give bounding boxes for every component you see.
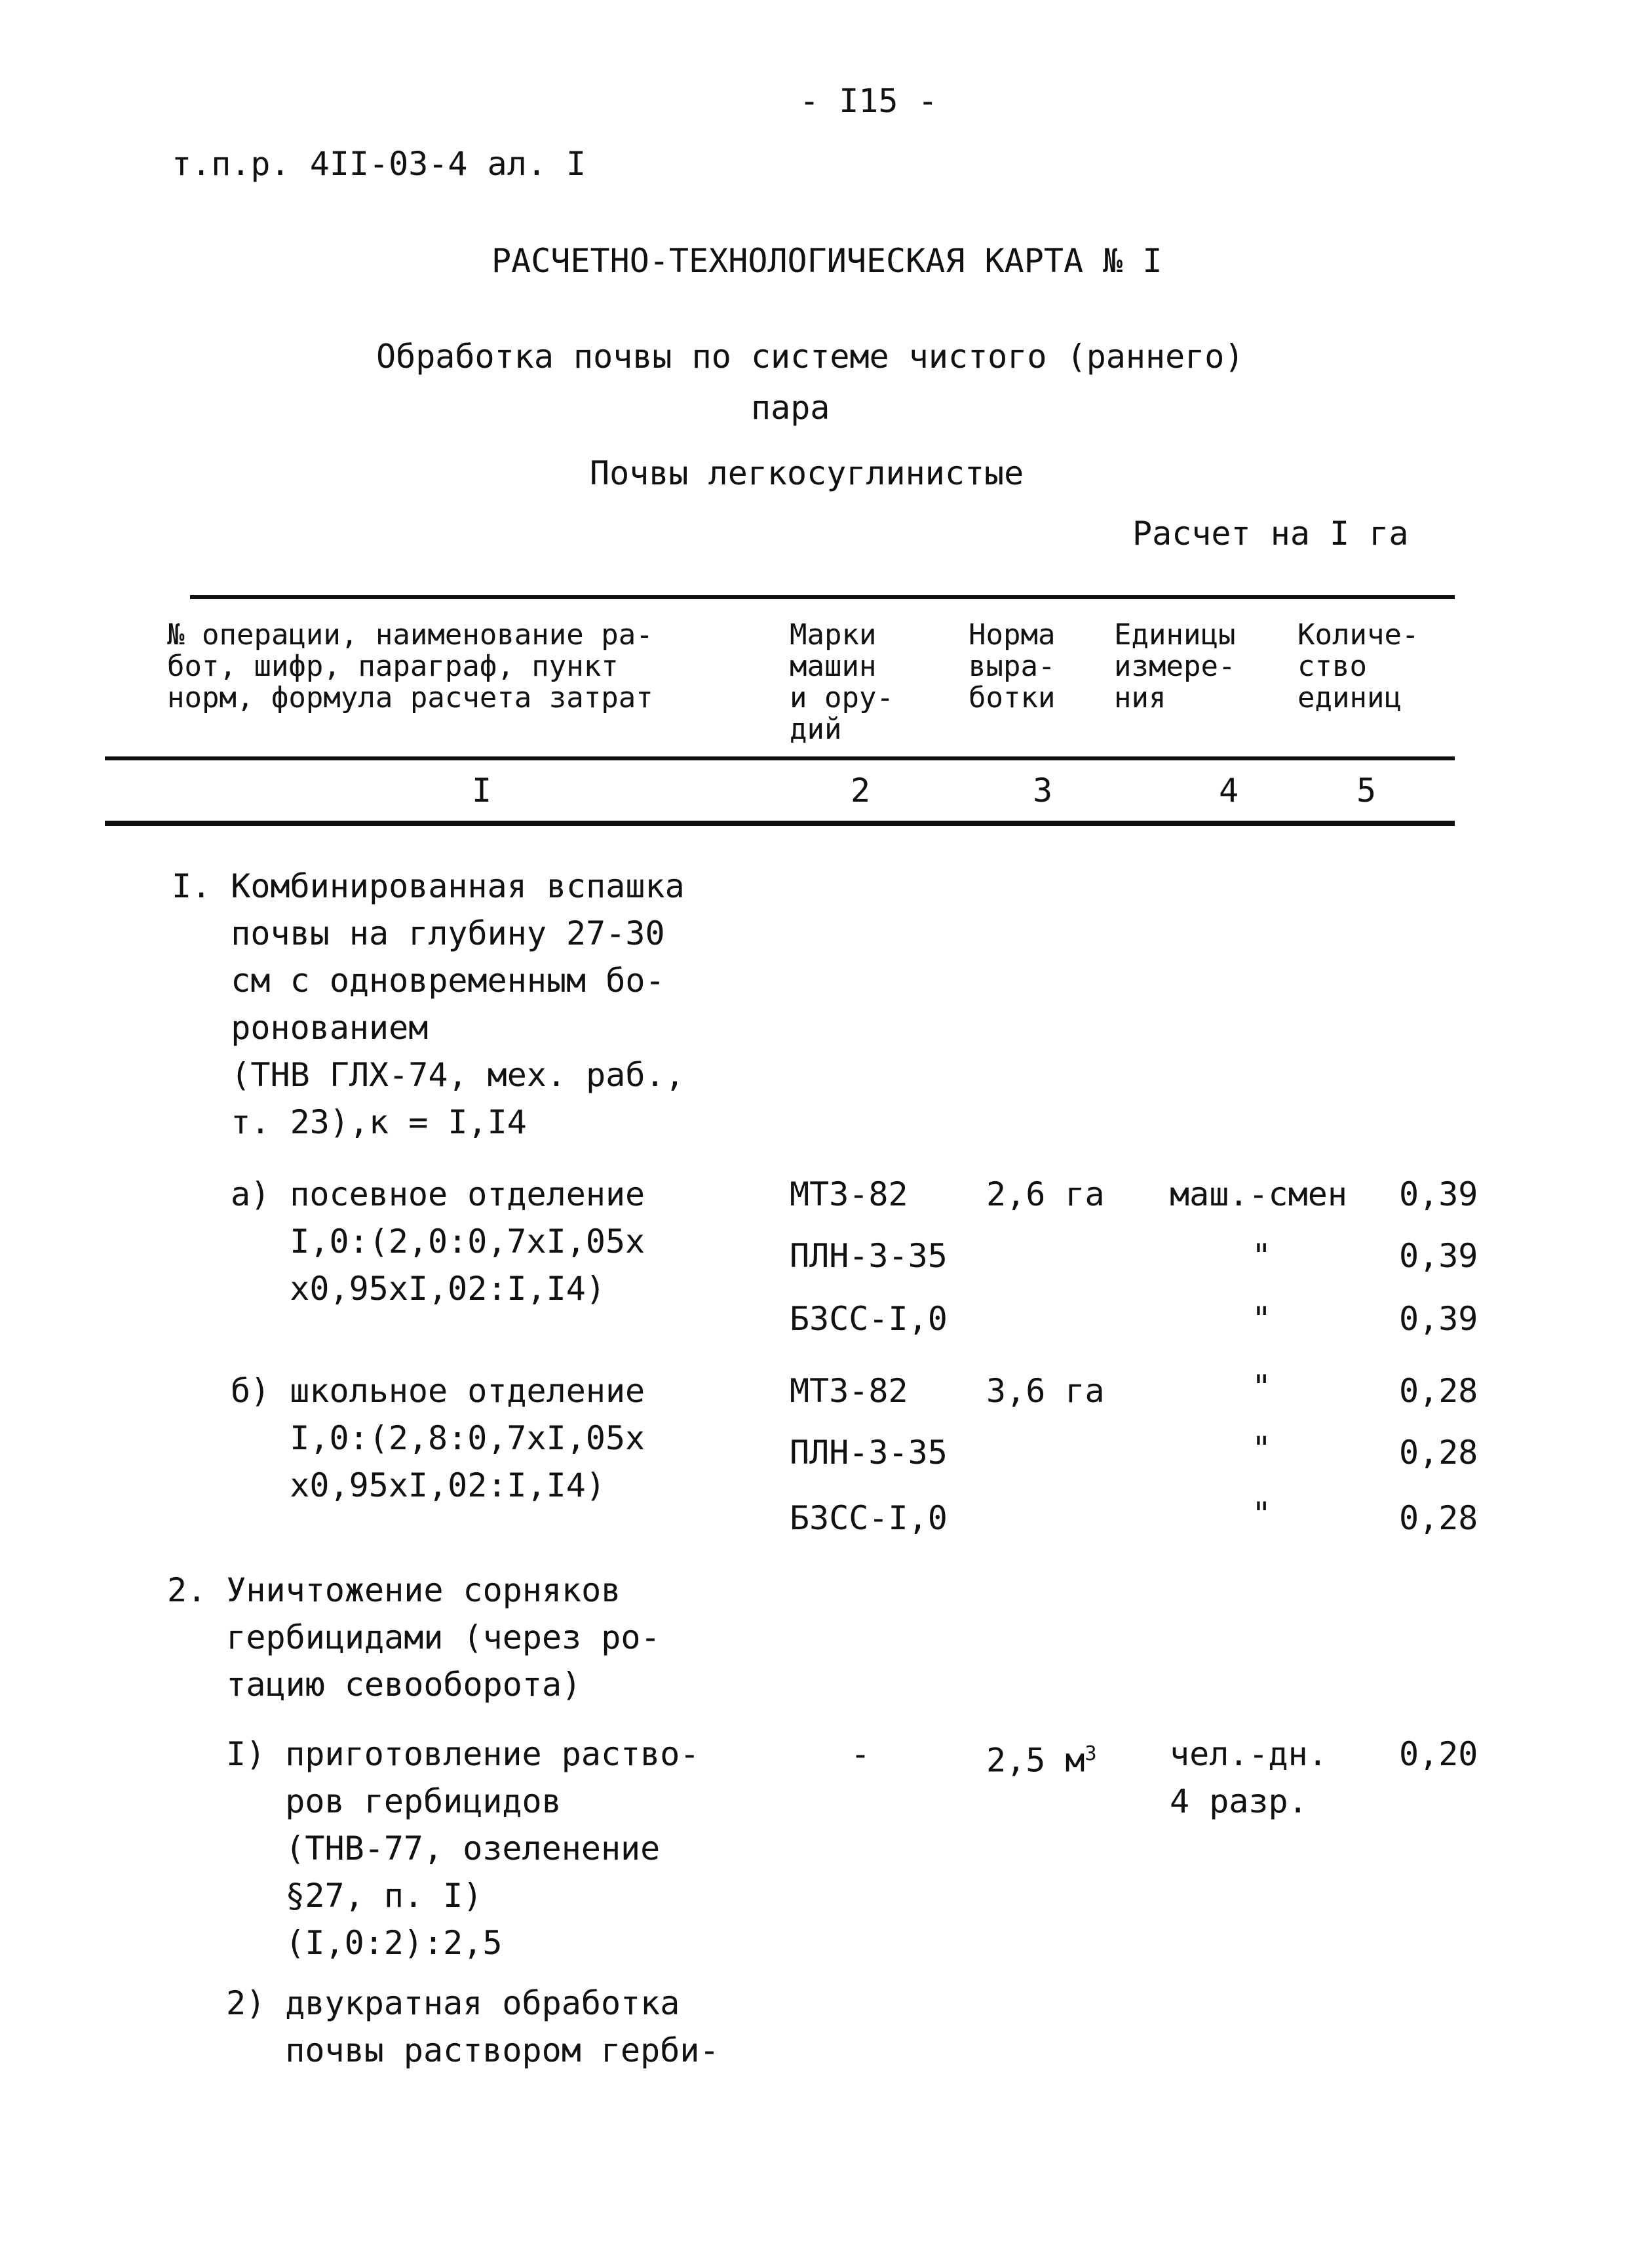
operation-2-2-description: 2) двукратная обработка почвы раствором герби-	[226, 1984, 720, 2069]
header-unit: Единицы измере- ния	[1114, 618, 1236, 714]
op1a-row-1-unit: маш.-смен	[1170, 1175, 1347, 1213]
op1b-row-3-qty: 0,28	[1399, 1499, 1478, 1537]
column-number-1: I	[472, 772, 492, 810]
op1a-row-2-unit: "	[1252, 1237, 1272, 1275]
column-number-3: 3	[1033, 772, 1053, 810]
operation-2-1-description: I) приготовление раство- ров гербицидов (ТНВ-77, озеленение §27, п. I) (I,0:2):2,5	[226, 1735, 700, 1962]
numbers-bottom-rule	[105, 821, 1455, 826]
page-number: - I15 -	[799, 82, 938, 120]
op1a-row-1-machine: МТЗ-82	[790, 1175, 908, 1213]
page-title: РАСЧЕТНО-ТЕХНОЛОГИЧЕСКАЯ КАРТА № I	[491, 242, 1162, 280]
operation-1b-description: б) школьное отделение I,0:(2,8:0,7хI,05х х0,95хI,02:I,I4)	[231, 1372, 645, 1504]
op1b-row-2-unit: "	[1252, 1430, 1272, 1468]
table-top-rule	[190, 595, 1455, 599]
header-bottom-rule	[105, 756, 1455, 760]
op1a-row-1-qty: 0,39	[1399, 1175, 1478, 1213]
op2-1-norm-value: 2,5 м	[986, 1741, 1085, 1780]
operation-2-description: 2. Уничтожение сорняков гербицидами (через ро- тацию севооборота)	[167, 1571, 661, 1704]
operation-1a-description: а) посевное отделение I,0:(2,0:0,7хI,05х х0,95хI,02:I,I4)	[231, 1175, 645, 1308]
subtitle-line-1: Обработка почвы по системе чистого (раннего)	[376, 338, 1244, 376]
op1b-row-1-unit: "	[1252, 1368, 1272, 1406]
op1b-row-1-machine: МТЗ-82	[790, 1372, 908, 1410]
op1a-row-2-qty: 0,39	[1399, 1237, 1478, 1275]
op1b-row-1-norm: 3,6 га	[986, 1372, 1105, 1410]
op1b-row-2-machine: ПЛН-3-35	[790, 1434, 948, 1472]
header-norm: Норма выра- ботки	[969, 618, 1056, 714]
document-code: т.п.р. 4II-03-4 ал. I	[172, 145, 586, 183]
op2-1-machine: -	[851, 1735, 871, 1773]
op1b-row-1-qty: 0,28	[1399, 1372, 1478, 1410]
header-operation: № операции, наименование ра- бот, шифр, параграф, пункт норм, формула расчета затрат	[167, 618, 653, 714]
header-machines: Марки машин и ору- дий	[790, 618, 894, 746]
subtitle-line-2: пара	[751, 389, 830, 427]
op1b-row-3-unit: "	[1252, 1495, 1272, 1533]
op1a-row-3-qty: 0,39	[1399, 1300, 1478, 1338]
operation-1-description: I. Комбинированная вспашка почвы на глубину 27-30 см с одновременным бо- ронованием (ТНВ ГЛХ-74, мех. раб., т. 23),к = I,I4	[172, 867, 685, 1141]
op2-1-norm-exponent: 3	[1085, 1742, 1097, 1765]
op1a-row-3-machine: БЗСС-I,0	[790, 1300, 948, 1338]
op1a-row-2-machine: ПЛН-3-35	[790, 1237, 948, 1275]
calculation-basis: Расчет на I га	[1132, 515, 1409, 553]
column-number-4: 4	[1219, 772, 1239, 810]
op1a-row-3-unit: "	[1252, 1300, 1272, 1338]
column-number-2: 2	[851, 772, 871, 810]
op1a-row-1-norm: 2,6 га	[986, 1175, 1105, 1213]
op2-1-qty: 0,20	[1399, 1735, 1478, 1773]
op2-1-unit: чел.-дн. 4 разр.	[1170, 1735, 1328, 1820]
op2-1-norm	[986, 1730, 1097, 1784]
op1b-row-3-machine: БЗСС-I,0	[790, 1499, 948, 1537]
header-quantity: Количе- ство единиц	[1297, 618, 1419, 714]
column-number-5: 5	[1356, 772, 1377, 810]
soil-type: Почвы легкосуглинистые	[590, 454, 1024, 492]
op1b-row-2-qty: 0,28	[1399, 1434, 1478, 1472]
